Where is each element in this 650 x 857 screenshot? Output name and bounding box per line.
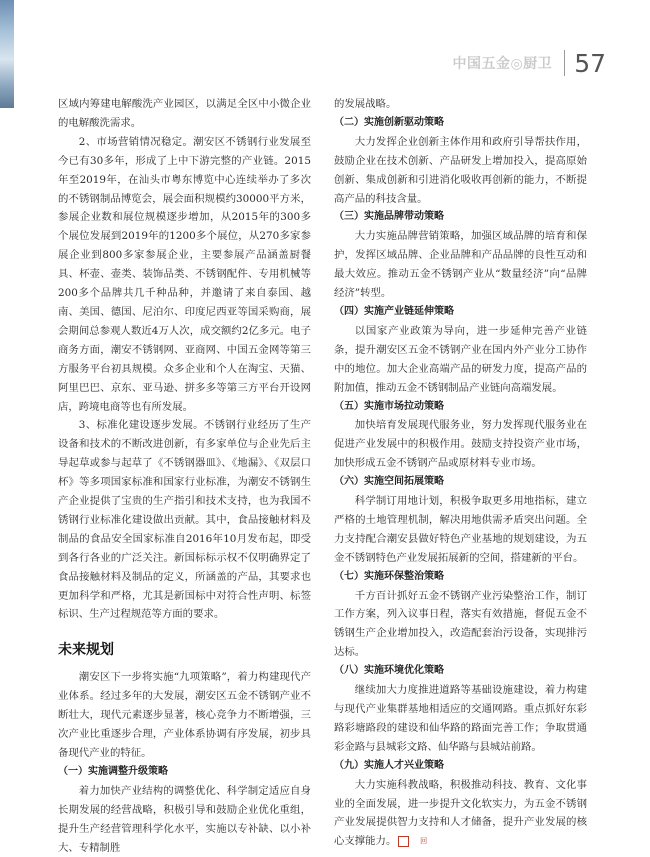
subheading-8: （八）实施环境优化策略 (334, 665, 444, 677)
paragraph-strategy-8: 继续加大力度推进道路等基础设施建设，着力构建与现代产业集群基地相适应的交通网路。重点抓好东彩路彩塘路段的建设和仙华路的路面完善工作；争取贯通彩金路与县城彩文路、仙华路与县城站前路。 (334, 684, 587, 753)
paragraph-plan: 潮安区下一步将实施“九项策略”，着力构建现代产业体系。经过多年的大发展，潮安区五金不锈钢产业不断壮大，现代元素逐步显著，核心竞争力不断增强，三次产业比重逐步合理，产业体系协调有序发展，初步具备现代产业的特征。 (58, 671, 311, 759)
page-header (452, 48, 606, 78)
header-divider (564, 50, 565, 76)
right-column (334, 95, 587, 851)
magazine-brand-logo: 中国五金◎厨卫 (452, 56, 553, 72)
left-column (58, 95, 311, 857)
subheading-6: （六）实施空间拓展策略 (334, 476, 444, 488)
paragraph-strategy-4: 以国家产业政策为导向，进一步延伸完善产业链条，提升潮安区五金不锈钢产业在国内外产业分工协作中的地位。加大企业高端产品的研发力度，提高产品的附加值，推动五金不锈钢制品产业链向高端发展。 (334, 324, 587, 394)
strategy-9-text: 大力实施科教战略，积极推动科技、教育、文化事业的全面发展，进一步提升文化软实力，为五金不锈钢产业发展提供智力支持和人才储备，提升产业发展的核心支撑能力。 (334, 778, 587, 848)
paragraph-strategy-5: 加快培育发展现代服务业，努力发挥现代服务业在促进产业发展中的积极作用。鼓励支持投资产业市场，加快形成五金不锈钢产品或原材料专业市场。 (334, 419, 587, 470)
article-end-icon: 回 (398, 836, 409, 847)
subheading-9: （九）实施人才兴业策略 (334, 759, 444, 771)
subheading-5: （五）实施市场拉动策略 (334, 400, 444, 412)
subheading-1: （一）实施调整升级策略 (58, 765, 168, 777)
subheading-2: （二）实施创新驱动策略 (334, 116, 444, 128)
paragraph-strategy-2: 大力发挥企业创新主体作用和政府引导帮扶作用，鼓励企业在技术创新、产品研发上增加投入，提高原始创新、集成创新和引进消化吸收再创新的能力，不断提高产品的科技含量。 (334, 135, 587, 205)
paragraph-intro: 区域内筹建电解酸洗产业园区，以满足全区中小微企业的电解酸洗需求。 (58, 98, 311, 129)
subheading-3: （三）实施品牌带动策略 (334, 211, 444, 223)
paragraph-continued: 的发展战略。 (334, 98, 397, 110)
paragraph-strategy-1: 着力加快产业结构的调整优化、科学制定适应自身长期发展的经营战略，积极引导和鼓励企业优化重组，提升生产经营管理科学化水平，实施以专补缺、以小补大、专精制胜 (58, 784, 311, 854)
page-number: 57 (574, 48, 606, 78)
subheading-4: （四）实施产业链延伸策略 (334, 305, 454, 317)
subheading-7: （七）实施环保整治策略 (334, 570, 444, 582)
paragraph-strategy-9 (334, 776, 587, 852)
paragraph-strategy-7: 千方百计抓好五金不锈钢产业污染整治工作，制订工作方案，列入议事日程，落实有效措施，督促五金不锈钢生产企业增加投入，改造配套治污设备，实现排污达标。 (334, 589, 587, 659)
section-title-future-plan: 未来规划 (58, 642, 114, 659)
cover-image-edge (0, 0, 14, 108)
paragraph-strategy-3: 大力实施品牌营销策略，加强区域品牌的培育和保护，发挥区域品牌、企业品牌和产品品牌的良性互动和最大效应。推动五金不锈钢产业从“数量经济”向“品牌经济”转型。 (334, 230, 587, 300)
paragraph-standard: 3、标准化建设逐步发展。不锈钢行业经历了生产设备和技术的不断改进创新，有多家单位与企业先后主导起草或参与起草了《不锈钢器皿》、《地漏》、《双层口杯》等多项国家标准和国家行业标准，为潮安不锈钢生产企业提供了宝贵的生产指引和技术支持，也为我国不锈钢行业标准化建设做出贡献。其中，食品接触材料及制品的食品安全国家标准自2016年10月发布起，即受到各行各业的广泛关注。新国标标示权不仅明确界定了食品接触材料及制品的定义，所涵盖的产品，其要求也更加科学和严格，尤其是新国标中对符合性声明、标签标识、生产过程规范等方面的要求。 (58, 419, 311, 621)
paragraph-strategy-6: 科学制订用地计划，积极争取更多用地指标，建立严格的土地管理机制，解决用地供需矛盾突出问题。全力支持配合潮安县做好特色产业基地的规划建设，为五金不锈钢特色产业发展拓展新的空间，搭建新的平台。 (334, 495, 587, 564)
paragraph-market: 2、市场营销情况稳定。潮安区不锈钢行业发展至今已有30多年，形成了上中下游完整的产业链。2015年至2019年，在汕头市粤东博览中心连续举办了多次的不锈钢制品博览会，展会面积规模约30000平方米，参展企业数和展位规模逐步增加，从2015年的300多个展位发展到2019年的1200多个展位，从270多家参展企业到800多家参展企业，主要参展产品涵盖厨餐具、杯壶、壶类、装饰品类、不锈钢配件、专用机械等200多个品牌共几千种品种，并邀请了来自泰国、越南、美国、德国、尼泊尔、印度尼西亚等国采购商，展会期间总参观人数近4万人次，成交额约2亿多元。电子商务方面，潮安不锈钢网、亚商网、中国五金网等第三方服务平台初具规模。众多企业和个人在淘宝、天猫、阿里巴巴、京东、亚马逊、拼多多等第三方平台开设网店，跨境电商等也有所发展。 (58, 135, 311, 413)
